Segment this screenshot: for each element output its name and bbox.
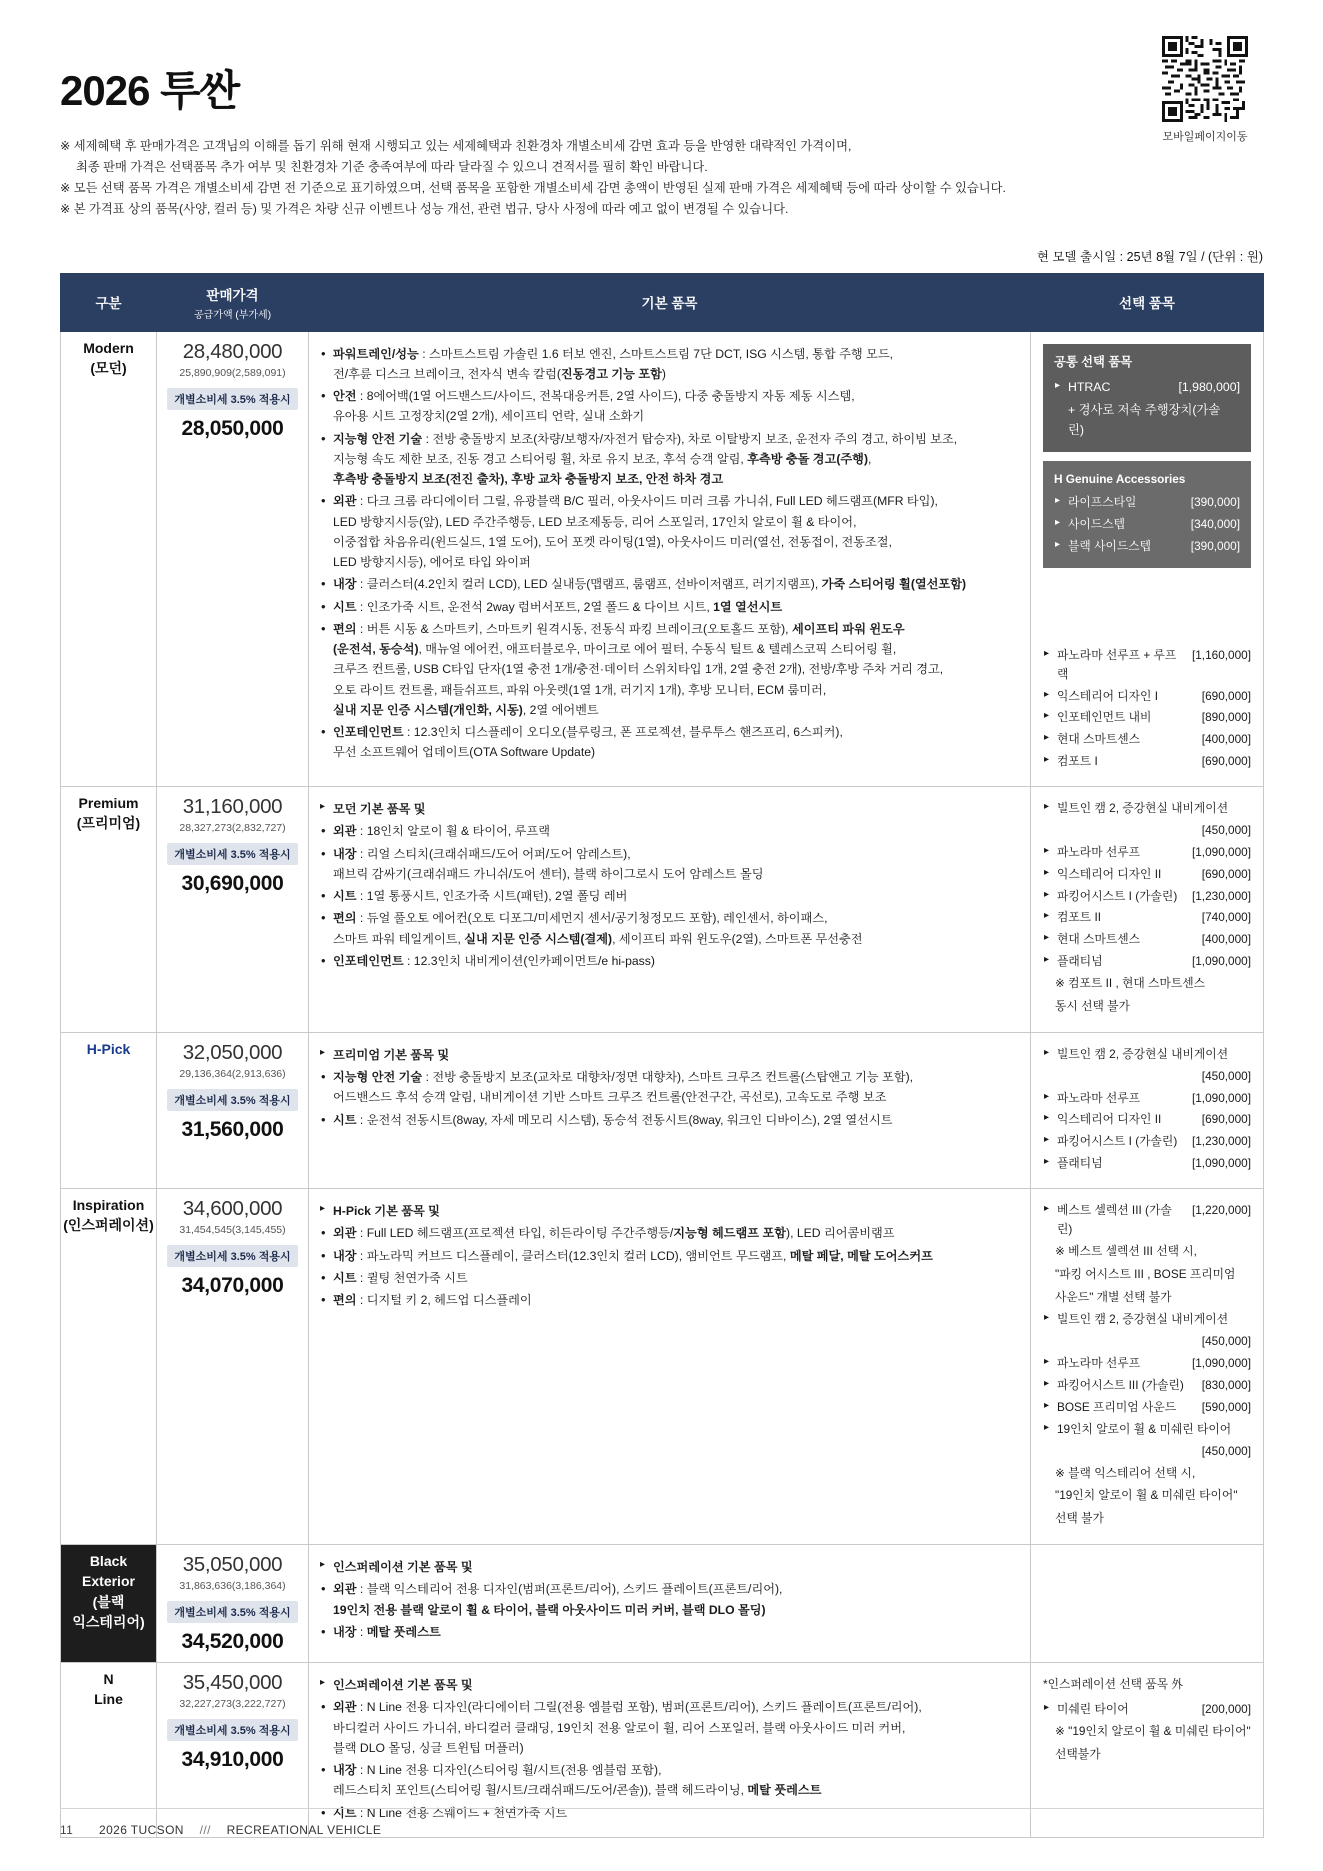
standard-items-cell [309,1545,1031,1663]
standard-lead: ▸ 프리미엄 기본 품목 및 [319,1045,1018,1065]
option-row[interactable]: ▸ 라이프스타일 [390,000] [1054,493,1240,512]
grade-name-en: Black Exterior [82,1553,135,1590]
option-list-secondary [1043,1310,1251,1460]
table-header-row [61,273,1264,331]
option-row[interactable]: ▸ 플래티넘 [1,090,000] [1043,1154,1251,1173]
standard-item: • 지능형 안전 기술 : 전방 충돌방지 보조(교차로 대향차/정면 대향차), 스마트 크루즈 컨트롤(스탑앤고 기능 포함), 어드밴스드 후석 승객 알림, 내비게이션 기반 스마트 크루즈 컨트롤(안전구간, 곡선로), 고속도로 주행 보조 [319,1067,1018,1108]
option-list [1043,1045,1251,1173]
option-note: ※ 블랙 익스테리어 선택 시, [1055,1465,1196,1480]
option-row[interactable]: ▸ 플래티넘 [1,090,000] [1043,952,1251,971]
table-row [61,331,1264,786]
standard-item: • 인포테인먼트 : 12.3인치 내비게이션(인카페이먼트/e hi-pass) [319,951,1018,971]
note-line-3: ※ 모든 선택 품목 가격은 개별소비세 감면 전 기준으로 표기하였으며, 선택 품목을 포함한 개별소비세 감면 총액이 반영된 실제 판매 가격은 세제혜택 등에 따라 상이할 수 있습니다. [60,181,1006,196]
grade-name-en: Modern [83,339,134,356]
price-supply: 31,863,636(3,186,364) [179,1580,286,1593]
standard-item: • 안전 : 8에어백(1열 어드밴스드/사이드, 전복대응커튼, 2열 사이드), 다중 충돌방지 자동 제동 시스템, 유아용 시트 고정장치(2열 2개), 세이프티 언락, 실내 소화기 [319,386,1018,427]
standard-item: • 내장 : 파노라믹 커브드 디스플레이, 클러스터(12.3인치 컬러 LCD), 앰비언트 무드램프, 메탈 페달, 메탈 도어스커프 [319,1246,1018,1266]
standard-item: • 외관 : 다크 크롬 라디에이터 그릴, 유광블랙 B/C 필러, 아웃사이드 미러 크롬 가니쉬, Full LED 헤드램프(MFR 타입), LED 방향지시등(앞), LED 주간주행등, LED 보조제동등, 리어 스포일러, 17인치 알로이 휠 & 타이어, 이중접합 차음유리(윈드실드, 1열 도어), 도어 포켓 라이팅(1열), 아웃사이드 미러(열선, 전동접이, 전동조절, LED 방향지시등), 에어로 타입 와이퍼 [319,491,1018,572]
standard-items-cell [309,1189,1031,1545]
standard-item: • 내장 : N Line 전용 디자인(스티어링 휠/시트(전용 엠블럼 포함), 레드스티치 포인트(스티어링 휠/시트/크래쉬패드/도어/콘솔)), 블랙 헤드라이닝, 메탈 풋레스트 [319,1760,1018,1801]
tax-badge: 개별소비세 3.5% 적용시 [167,843,297,865]
footer-category: RECREATIONAL VEHICLE [226,1823,382,1837]
tax-badge: 개별소비세 3.5% 적용시 [167,1719,297,1741]
option-lead-note: *인스퍼레이션 선택 품목 外 [1043,1677,1184,1692]
footer-divider [60,1808,1263,1809]
note-line-4: ※ 본 가격표 상의 품목(사양, 컬러 등) 및 가격은 차량 신규 이벤트나 성능 개선, 관련 법규, 당사 사정에 따라 예고 없이 변경될 수 있습니다. [60,202,789,217]
option-row[interactable]: ▸ 빌트인 캠 2, 증강현실 내비게이션 [1043,1310,1251,1329]
option-row[interactable]: ▸ 익스테리어 디자인 II [690,000] [1043,865,1251,884]
option-note: "19인치 알로이 휠 & 미쉐린 타이어" [1055,1488,1238,1503]
price-supply: 29,136,364(2,913,636) [179,1067,286,1080]
standard-item: • 내장 : 리얼 스티치(크래쉬패드/도어 어퍼/도어 암레스트), 패브릭 감싸기(크래쉬패드 가니쉬/도어 센터), 블랙 하이그로시 도어 암레스트 몰딩 [319,844,1018,885]
standard-item: • 시트 : 1열 통풍시트, 인조가죽 시트(패턴), 2열 폴딩 레버 [319,886,1018,906]
common-option-box: 공통 선택 품목 ▸ HTRAC [1,980,000] + 경사로 저속 주행장치(가솔린) [1043,344,1251,453]
option-row[interactable]: ▸ 파킹어시스트 I (가솔린) [1,230,000] [1043,1132,1251,1151]
release-date: 현 모델 출시일 : 25년 8월 7일 / (단위 : 원) [1036,249,1263,264]
standard-item: • 시트 : 퀼팅 천연가죽 시트 [319,1268,1018,1288]
option-row[interactable]: ▸ 19인치 알로이 휠 & 미쉐린 타이어 [1043,1420,1251,1439]
grade-name-kr: (인스퍼레이션) [63,1217,154,1234]
price-cell [157,1545,309,1663]
grade-name-en: Premium [78,795,139,811]
col-header-price-main: 판매가격 [206,287,259,303]
tax-badge: 개별소비세 3.5% 적용시 [167,1601,297,1623]
standard-item: • 파워트레인/성능 : 스마트스트림 가솔린 1.6 터보 엔진, 스마트스트림 7단 DCT, ISG 시스템, 통합 주행 모드, 전/후륜 디스크 브레이크, 전자식 변속 칼럼(진동경고 기능 포함) [319,344,1018,385]
grade-cell [61,331,157,786]
option-note: ※ 컴포트 II , 현대 스마트센스 [1055,976,1206,990]
standard-lead: ▸ H-Pick 기본 품목 및 [319,1201,1018,1221]
standard-lead: ▸ 인스퍼레이션 기본 품목 및 [319,1675,1018,1695]
price-after-tax: 34,910,000 [181,1748,284,1772]
option-row[interactable]: ▸ 사이드스텝 [340,000] [1054,515,1240,534]
option-items-cell [1031,1189,1264,1545]
standard-item: • 편의 : 듀얼 풀오토 에어컨(오토 디포그/미세먼지 센서/공기청정모드 포함), 레인센서, 하이패스, 스마트 파워 테일게이트, 실내 지문 인증 시스템(결제), 세이프티 파워 윈도우(2열), 스마트폰 무선충전 [319,908,1018,949]
price-supply: 25,890,909(2,589,091) [179,366,286,379]
price-cell [157,1663,309,1838]
standard-item-list [319,1697,1018,1823]
standard-item: • 외관 : 18인치 알로이 휠 & 타이어, 루프랙 [319,821,1018,841]
option-row[interactable]: ▸ 파노라마 선루프 [1,090,000] [1043,1354,1251,1373]
price-after-tax: 34,070,000 [181,1274,284,1297]
qr-block [1147,36,1263,144]
option-items-cell [1031,1663,1264,1838]
standard-lead-list [319,1045,1018,1065]
option-row[interactable]: ▸ 파킹어시스트 I (가솔린) [1,230,000] [1043,887,1251,906]
price-list: 34,600,000 [182,1197,283,1220]
option-list [1043,1700,1251,1719]
pricing-table [60,273,1264,1838]
standard-lead: ▸ 모던 기본 품목 및 [319,799,1018,819]
option-row[interactable]: ▸ 빌트인 캠 2, 증강현실 내비게이션 [1043,1045,1251,1064]
option-note: 선택 불가 [1055,1511,1104,1526]
footer-divider-glyph: /// [199,1823,211,1837]
option-row[interactable]: ▸ 빌트인 캠 2, 증강현실 내비게이션 [1043,799,1251,818]
option-items-cell [1031,1032,1264,1188]
price-list: 31,160,000 [182,795,283,818]
legal-notes [60,136,1263,221]
option-row[interactable]: ▸ 인포테인먼트 내비 [890,000] [1043,708,1251,727]
standard-item: • 편의 : 디지털 키 2, 헤드업 디스플레이 [319,1290,1018,1310]
standard-lead-list [319,1675,1018,1695]
footer-page-number: 11 [60,1823,74,1837]
option-row[interactable]: ▸ 현대 스마트센스 [400,000] [1043,730,1251,749]
price-list: 35,050,000 [182,1553,283,1577]
standard-item-list [319,821,1018,971]
price-cell [157,787,309,1033]
option-row[interactable]: ▸ 현대 스마트센스 [400,000] [1043,930,1251,949]
option-row[interactable]: ▸ 미쉐린 타이어 [200,000] [1043,1700,1251,1719]
option-note: 동시 선택 불가 [1055,998,1130,1013]
option-list [1043,1201,1251,1239]
table-body [61,331,1264,1837]
standard-item: • 내장 : 클러스터(4.2인치 컬러 LCD), LED 실내등(맵램프, 룸램프, 선바이저램프, 러기지램프), 가죽 스티어링 휠(열선포함) [319,574,1018,594]
standard-items-cell [309,787,1031,1033]
footer-model: 2026 TUCSON [99,1823,184,1837]
option-row[interactable]: ▸ 파노라마 선루프 [1,090,000] [1043,843,1251,862]
tax-badge: 개별소비세 3.5% 적용시 [167,388,297,410]
option-price-row: [450,000] [1201,1443,1251,1458]
option-price-row: [450,000] [1201,822,1251,837]
page-title: 2026 투싼 [60,67,240,114]
grade-name-kr: (프리미엄) [76,815,141,832]
grade-name-kr: (모던) [90,359,127,376]
standard-lead-list [319,1557,1018,1577]
option-row[interactable]: ▸ 베스트 셀렉션 III (가솔린) [1,220,000] [1043,1201,1251,1239]
standard-items-cell [309,1032,1031,1188]
standard-item: • 내장 : 메탈 풋레스트 [319,1622,1018,1642]
option-row[interactable]: ▸ 익스테리어 디자인 II [690,000] [1043,1110,1251,1129]
price-after-tax: 30,690,000 [181,872,284,895]
price-list: 28,480,000 [182,339,283,363]
note-line-1: ※ 세제혜택 후 판매가격은 고객님의 이해를 돕기 위해 현재 시행되고 있는 세제혜택과 친환경차 개별소비세 감면 효과 등을 반영한 대략적인 가격이며, [60,139,852,153]
option-items-cell [1031,787,1264,1033]
option-price-row: [450,000] [1201,1068,1251,1083]
standard-item: • 시트 : 인조가죽 시트, 운전석 2way 럼버서포트, 2열 폴드 & 다이브 시트, 1열 열선시트 [319,597,1018,617]
standard-items-cell [309,331,1031,786]
grade-cell [61,1189,157,1545]
price-supply: 32,227,273(3,222,727) [179,1698,286,1711]
table-row [61,787,1264,1033]
price-supply: 28,327,273(2,832,727) [179,822,286,834]
option-row[interactable]: ▸ 컴포트 II [740,000] [1043,908,1251,927]
price-supply: 31,454,545(3,145,455) [179,1224,286,1236]
option-note: 선택불가 [1055,1746,1101,1761]
standard-item-list [319,344,1018,763]
table-row [61,1189,1264,1545]
price-after-tax: 28,050,000 [181,416,284,440]
option-row[interactable]: ▸ 컴포트 I [690,000] [1043,752,1251,771]
option-row[interactable]: + 경사로 저속 주행장치(가솔린) [1068,402,1221,437]
standard-item-list [319,1223,1018,1310]
option-row[interactable]: ▸ HTRAC [1,980,000] [1054,378,1240,398]
grade-name-kr: (블랙 익스테리어) [72,1593,145,1631]
grade-name-en: N Line [94,1671,123,1708]
option-row[interactable]: ▸ BOSE 프리미엄 사운드 [590,000] [1043,1398,1251,1417]
grade-name-en: H-Pick [86,1040,131,1057]
option-row[interactable]: ▸ 파킹어시스트 III (가솔린) [830,000] [1043,1376,1251,1395]
col-header-grade: 구분 [61,273,157,331]
qr-code-icon[interactable] [1162,36,1248,122]
option-row[interactable]: ▸ 파노라마 선루프 [1,090,000] [1043,1089,1251,1108]
grade-cell [61,1032,157,1188]
col-header-option: 선택 품목 [1031,273,1264,331]
standard-item: • 편의 : 버튼 시동 & 스마트키, 스마트키 원격시동, 전동식 파킹 브레이크(오토홀드 포함), 세이프티 파워 윈도우 (운전석, 동승석), 매뉴얼 에어컨, 애프터블로우, 마이크로 에어 필터, 수동식 틸트 & 텔레스코픽 스티어링 휠, 크루즈 컨트롤, USB C타입 단자(1열 충전 1개/충전·데이터 스위치타입 1개, 2열 충전 2개), 전방/후방 주차 거리 경고, 오토 라이트 컨트롤, 패들쉬프트, 파워 아웃렛(1열 1개, 러기지 1개), 후방 모니터, ECM 룸미러, 실내 지문 인증 시스템(개인화, 시동), 2열 에어벤트 [319,619,1018,720]
qr-caption: 모바일페이지이동 [1162,131,1248,143]
grade-name-en: Inspiration [72,1197,145,1213]
col-header-standard: 기본 품목 [309,273,1031,331]
standard-item: • 외관 : Full LED 헤드램프(프로젝션 타입, 히든라이팅 주간주행등/지능형 헤드램프 포함), LED 리어콤비램프 [319,1223,1018,1243]
price-after-tax: 31,560,000 [181,1117,284,1141]
price-cell [157,1189,309,1545]
price-cell [157,331,309,786]
option-list [1043,799,1251,971]
standard-item-list [319,1067,1018,1130]
option-items-cell [1031,331,1264,786]
col-header-price-sub: 공급가액 (부가세) [193,309,272,321]
standard-lead-list [319,799,1018,819]
table-row [61,1545,1264,1663]
price-list: 32,050,000 [182,1040,283,1064]
option-row[interactable]: ▸ 익스테리어 디자인 I [690,000] [1043,687,1251,706]
price-after-tax: 34,520,000 [181,1630,284,1654]
table-row [61,1663,1264,1838]
col-header-price [157,273,309,331]
standard-item: • 시트 : 운전석 전동시트(8way, 자세 메모리 시스템), 동승석 전동시트(8way, 워크인 디바이스), 2열 열선시트 [319,1110,1018,1130]
standard-item: • 시트 : N Line 전용 스웨이드 + 천연가죽 시트 [319,1803,1018,1823]
option-row[interactable]: ▸ 파노라마 선루프 + 루프랙 [1,160,000] [1043,646,1251,684]
standard-lead-list [319,1201,1018,1221]
option-note: ※ "19인치 알로이 휠 & 미쉐린 타이어" [1055,1723,1251,1738]
option-note: 사운드" 개별 선택 불가 [1055,1289,1172,1304]
standard-lead: ▸ 인스퍼레이션 기본 품목 및 [319,1557,1018,1577]
standard-item: • 외관 : 블랙 익스테리어 전용 디자인(범퍼(프론트/리어), 스키드 플레이트(프론트/리어), 19인치 전용 블랙 알로이 휠 & 타이어, 블랙 아웃사이드 미러 커버, 블랙 DLO 몰딩) [319,1579,1018,1620]
option-price-row: [450,000] [1201,1334,1251,1349]
standard-item: • 외관 : N Line 전용 디자인(라디에이터 그릴(전용 엠블럼 포함), 범퍼(프론트/리어), 스키드 플레이트(프론트/리어), 바디컬러 사이드 가니쉬, 바디컬러 클래딩, 19인치 전용 알로이 휠, 리어 스포일러, 블랙 아웃사이드 미러 커버, 블랙 DLO 몰딩, 싱글 트윈팁 머플러) [319,1697,1018,1758]
price-cell [157,1032,309,1188]
option-list [1043,646,1251,771]
note-line-2: 최종 판매 가격은 선택품목 추가 여부 및 친환경차 기준 충족여부에 따라 달라질 수 있으니 견적서를 필히 확인 바랍니다. [76,160,708,175]
standard-item: • 지능형 안전 기술 : 전방 충돌방지 보조(차량/보행자/자전거 탑승자), 차로 이탈방지 보조, 운전자 주의 경고, 하이빔 보조, 지능형 속도 제한 보조, 진동 경고 스티어링 휠, 차로 유지 보조, 후석 승객 알림, 후측방 충돌 경고(주행), 후측방 충돌방지 보조(전진 출차), 후방 교차 충돌방지 보조, 안전 하차 경고 [319,429,1018,490]
tax-badge: 개별소비세 3.5% 적용시 [167,1089,297,1111]
standard-item-list [319,1579,1018,1642]
option-row[interactable]: ▸ 블랙 사이드스텝 [390,000] [1054,537,1240,556]
grade-cell [61,787,157,1033]
tax-badge: 개별소비세 3.5% 적용시 [167,1245,297,1267]
table-row [61,1032,1264,1188]
standard-item: • 인포테인먼트 : 12.3인치 디스플레이 오디오(블루링크, 폰 프로젝션, 블루투스 핸즈프리, 6스피커), 무선 소프트웨어 업데이트(OTA Software Update) [319,722,1018,763]
option-note: "파킹 어시스트 III , BOSE 프리미엄 [1055,1266,1236,1281]
price-list: 35,450,000 [182,1671,283,1695]
grade-cell [61,1663,157,1838]
option-items-cell [1031,1545,1264,1663]
grade-cell [61,1545,157,1663]
accessories-box: H Genuine Accessories ▸ 라이프스타일 [390,000] ▸ 사이드스텝 [340,000] ▸ 블랙 사이드스텝 [390,000] [1043,461,1251,568]
option-note: ※ 베스트 셀렉션 III 선택 시, [1055,1243,1197,1258]
page-footer [60,1823,381,1837]
standard-items-cell [309,1663,1031,1838]
